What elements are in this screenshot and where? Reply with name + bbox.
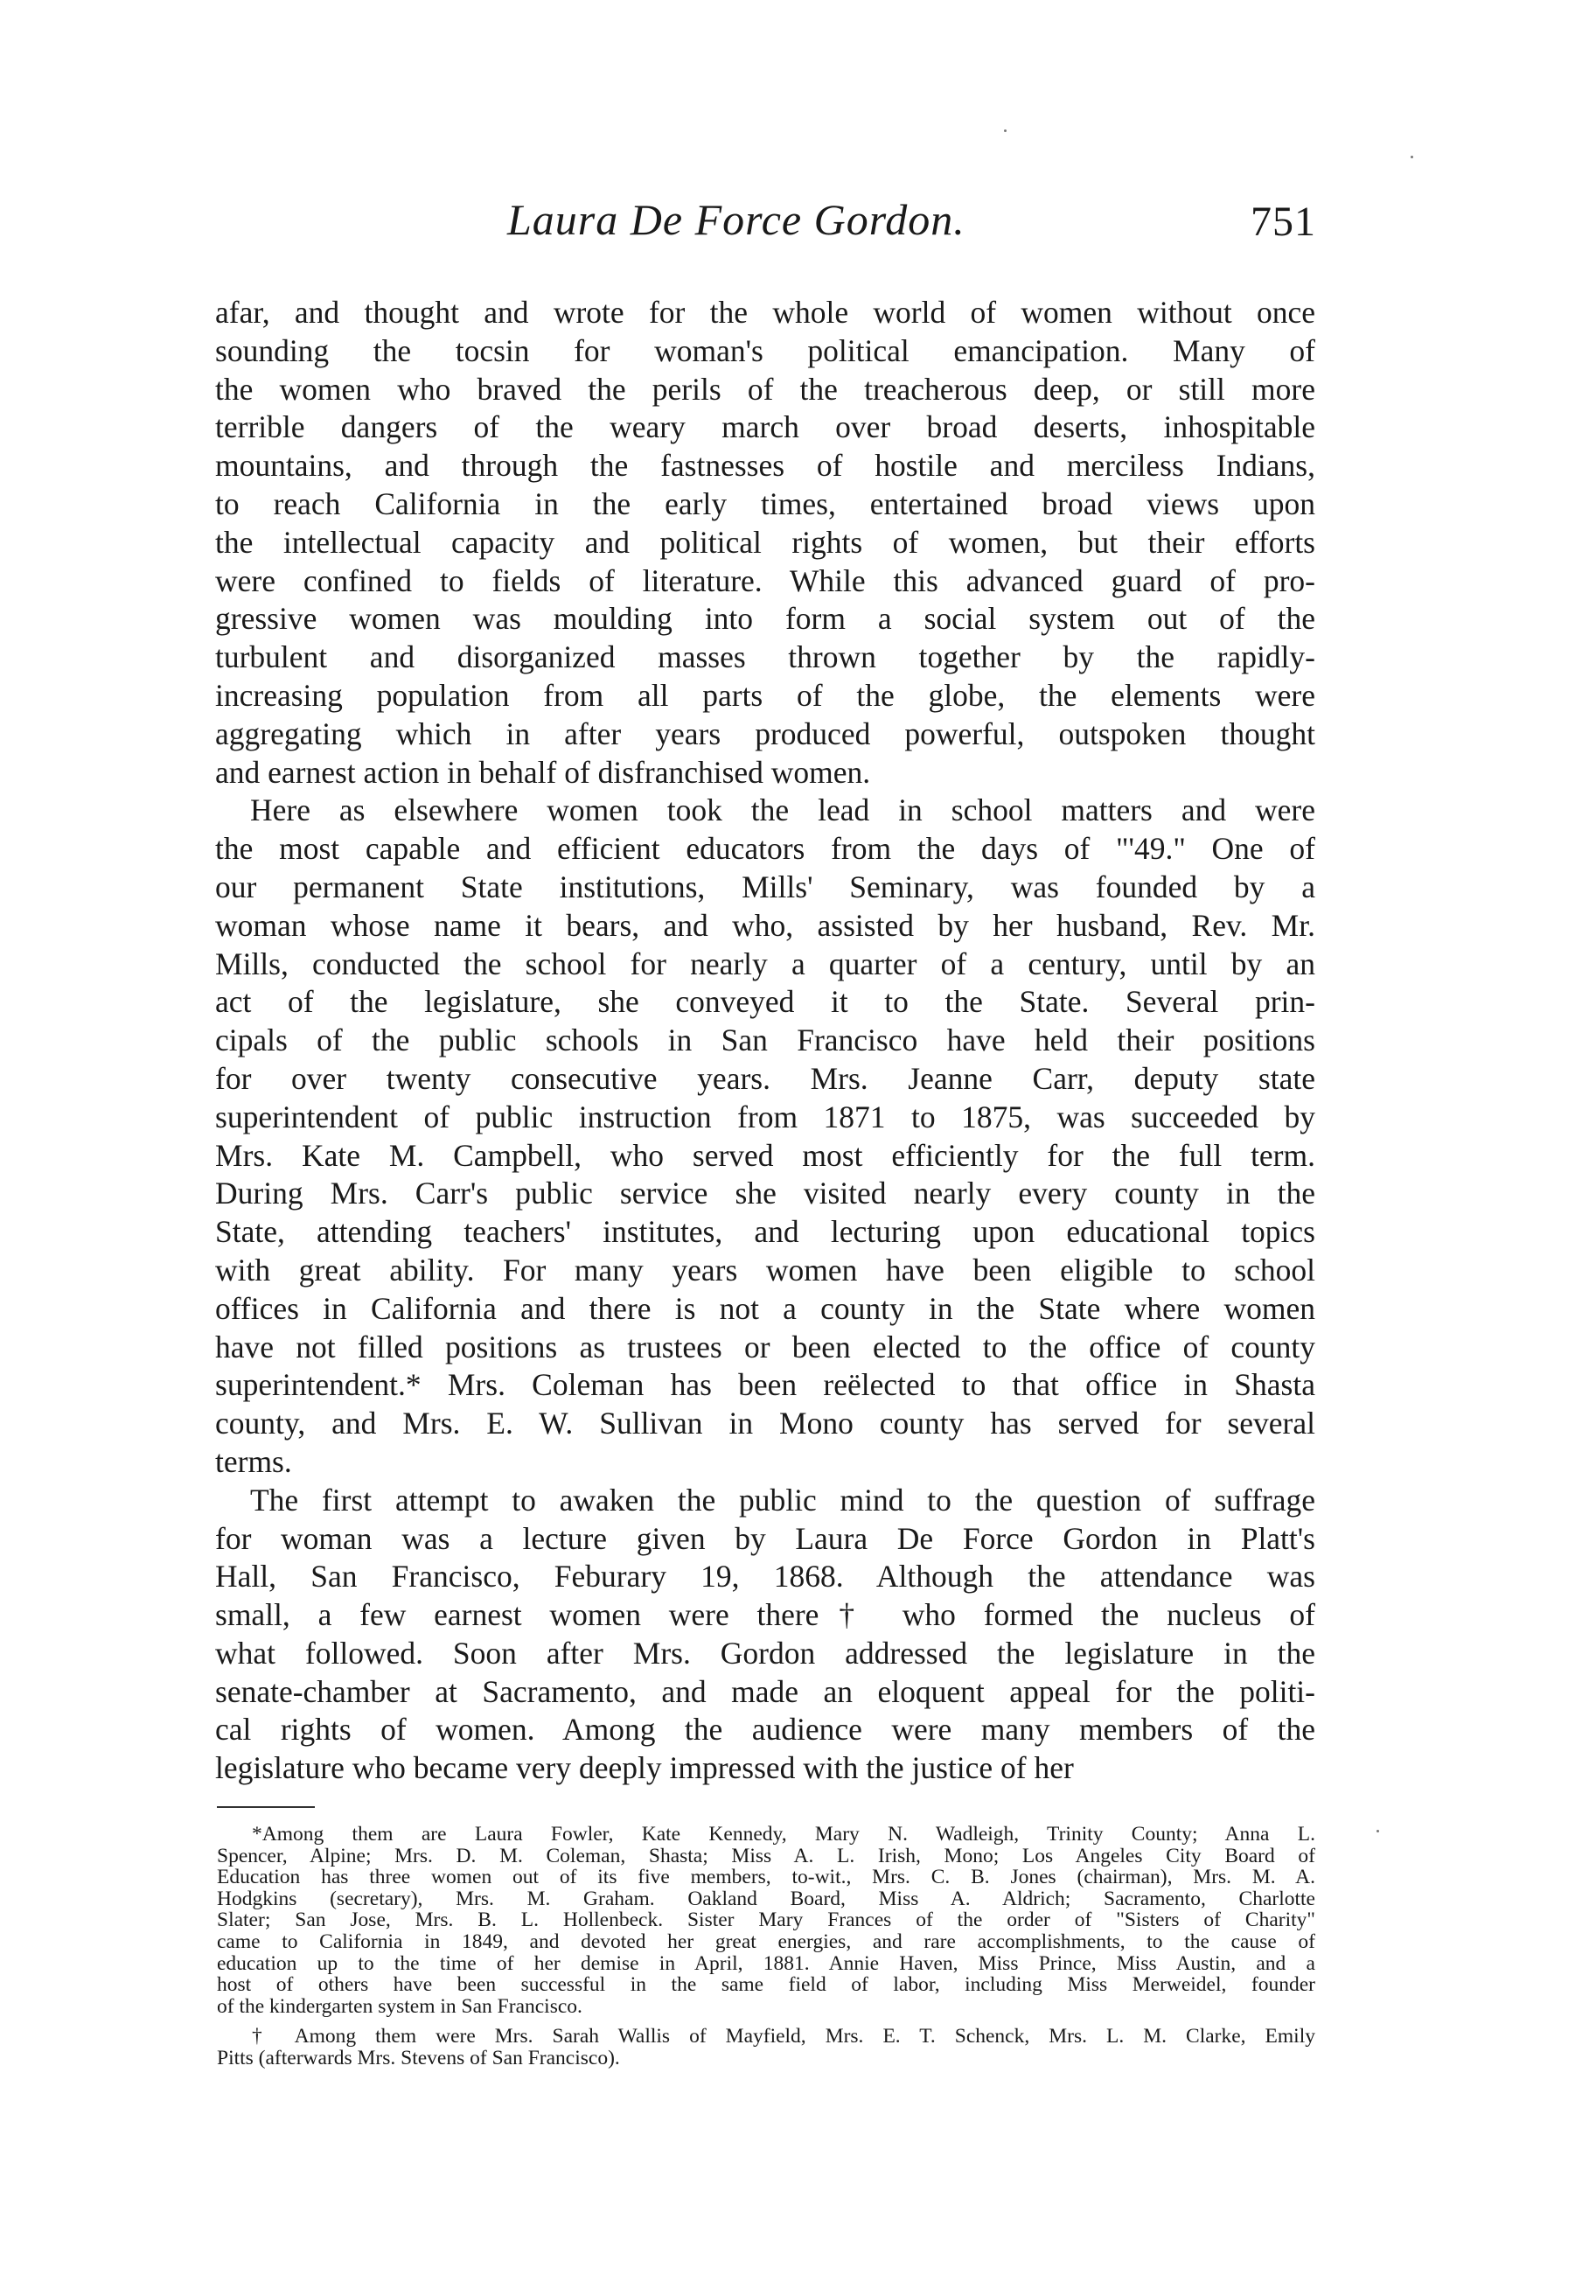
text-line: sounding the tocsin for woman's political emancipation. Many of [215, 332, 1315, 368]
footnote-line: education up to the time of her demise in April, 1881. Annie Haven, Miss Prince, Miss Austin, and a [217, 1951, 1315, 1975]
text-line: the women who braved the perils of the treacherous deep, or still more [215, 371, 1315, 407]
text-line: with great ability. For many years women have been eligible to school [215, 1252, 1315, 1288]
text-line: Mills, conducted the school for nearly a quarter of a century, until by an [215, 946, 1315, 981]
text-line: woman whose name it bears, and who, assisted by her husband, Rev. Mr. [215, 907, 1315, 943]
text-line: aggregating which in after years produced powerful, outspoken thought [215, 715, 1315, 751]
paragraph-3 [215, 1482, 1315, 1788]
text-line: superintendent.* Mrs. Coleman has been reëlected to that office in Shasta [215, 1367, 1315, 1403]
page-speck [1004, 129, 1007, 132]
text-line: turbulent and disorganized masses thrown together by the rapidly- [215, 639, 1315, 675]
text-line: Mrs. Kate M. Campbell, who served most efficiently for the full term. [215, 1137, 1315, 1173]
body-text [215, 294, 1315, 1788]
text-line: During Mrs. Carr's public service she visited nearly every county in the [215, 1176, 1315, 1211]
text-line: have not filled positions as trustees or been elected to the office of county [215, 1329, 1315, 1364]
footnote-rule [217, 1806, 315, 1808]
footnote-line: † Among them were Mrs. Sarah Wallis of Mayfield, Mrs. E. T. Schenck, Mrs. L. M. Clarke, Emily [252, 2025, 1315, 2048]
page-number: 751 [1251, 199, 1316, 245]
footnote-line: Pitts (afterwards Mrs. Stevens of San Francisco). [217, 2046, 620, 2069]
text-line: The first attempt to awaken the public mind to the question of suffrage [250, 1482, 1315, 1518]
footnote-line: Slater; San Jose, Mrs. B. L. Hollenbeck. Sister Mary Frances of the order of "Sisters of Charity" [217, 1909, 1315, 1932]
paragraph-1 [215, 294, 1315, 792]
footnotes [217, 1824, 1315, 2078]
footnote-line: host of others have been successful in the same field of labor, including Miss Merweidel, founder [217, 1973, 1315, 1997]
running-head-title: Laura De Force Gordon. [507, 195, 965, 244]
footnote-asterisk [217, 1824, 1315, 2017]
text-line: what followed. Soon after Mrs. Gordon addressed the legislature in the [215, 1635, 1315, 1671]
text-line: afar, and thought and wrote for the whole world of women without once [215, 295, 1315, 330]
text-line: Hall, San Francisco, Feburary 19, 1868. Although the attendance was [215, 1559, 1315, 1595]
text-line: increasing population from all parts of the globe, the elements were [215, 677, 1315, 713]
text-line: the most capable and efficient educators from the days of "'49." One of [215, 831, 1315, 867]
text-line: offices in California and there is not a county in the State where women [215, 1290, 1315, 1326]
text-line: the intellectual capacity and political rights of women, but their efforts [215, 524, 1315, 560]
text-line: Here as elsewhere women took the lead in school matters and were [250, 792, 1315, 828]
text-line: terms. [215, 1443, 292, 1479]
text-line: gressive women was moulding into form a social system out of the [215, 601, 1315, 637]
text-line: cipals of the public schools in San Francisco have held their positions [215, 1022, 1315, 1058]
footnote-line: Education has three women out of its five members, to-wit., Mrs. C. B. Jones (chairman), Mrs. M. A. [217, 1866, 1315, 1889]
text-line: act of the legislature, she conveyed it to the State. Several prin- [215, 984, 1315, 1020]
paragraph-2 [215, 792, 1315, 1481]
page-speck [1376, 1830, 1379, 1832]
text-line: our permanent State institutions, Mills' Seminary, was founded by a [215, 869, 1315, 904]
text-line: legislature who became very deeply impressed with the justice of her [215, 1750, 1074, 1786]
text-line: to reach California in the early times, entertained broad views upon [215, 485, 1315, 521]
text-line: cal rights of women. Among the audience were many members of the [215, 1712, 1315, 1748]
text-line: superintendent of public instruction from 1871 to 1875, was succeeded by [215, 1099, 1315, 1134]
text-line: State, attending teachers' institutes, and lecturing upon educational topics [215, 1214, 1315, 1250]
text-line: terrible dangers of the weary march over broad deserts, inhospitable [215, 409, 1315, 445]
running-head [214, 194, 1334, 264]
footnote-line: Hodgkins (secretary), Mrs. M. Graham. Oakland Board, Miss A. Aldrich; Sacramento, Charlotte [217, 1887, 1315, 1910]
footnote-line: of the kindergarten system in San Francisco. [217, 1994, 582, 2018]
text-line: for over twenty consecutive years. Mrs. Jeanne Carr, deputy state [215, 1060, 1315, 1096]
text-line: for woman was a lecture given by Laura De Force Gordon in Platt's [215, 1520, 1315, 1556]
text-line: and earnest action in behalf of disfranchised women. [215, 754, 871, 790]
text-line: mountains, and through the fastnesses of hostile and merciless Indians, [215, 448, 1315, 484]
footnote-line: Spencer, Alpine; Mrs. D. M. Coleman, Shasta; Miss A. L. Irish, Mono; Los Angeles City Board of [217, 1844, 1315, 1867]
footnote-dagger [217, 2026, 1315, 2069]
text-line: senate-chamber at Sacramento, and made an eloquent appeal for the politi- [215, 1673, 1315, 1709]
text-line: small, a few earnest women were there† who formed the nucleus of [215, 1597, 1315, 1633]
text-line: were confined to fields of literature. While this advanced guard of pro- [215, 562, 1315, 598]
text-line: county, and Mrs. E. W. Sullivan in Mono county has served for several [215, 1406, 1315, 1441]
page-speck [1411, 156, 1413, 158]
footnote-line: *Among them are Laura Fowler, Kate Kennedy, Mary N. Wadleigh, Trinity County; Anna L. [252, 1823, 1315, 1846]
footnote-line: came to California in 1849, and devoted her great energies, and rare accomplishments, to the cause of [217, 1930, 1315, 1953]
